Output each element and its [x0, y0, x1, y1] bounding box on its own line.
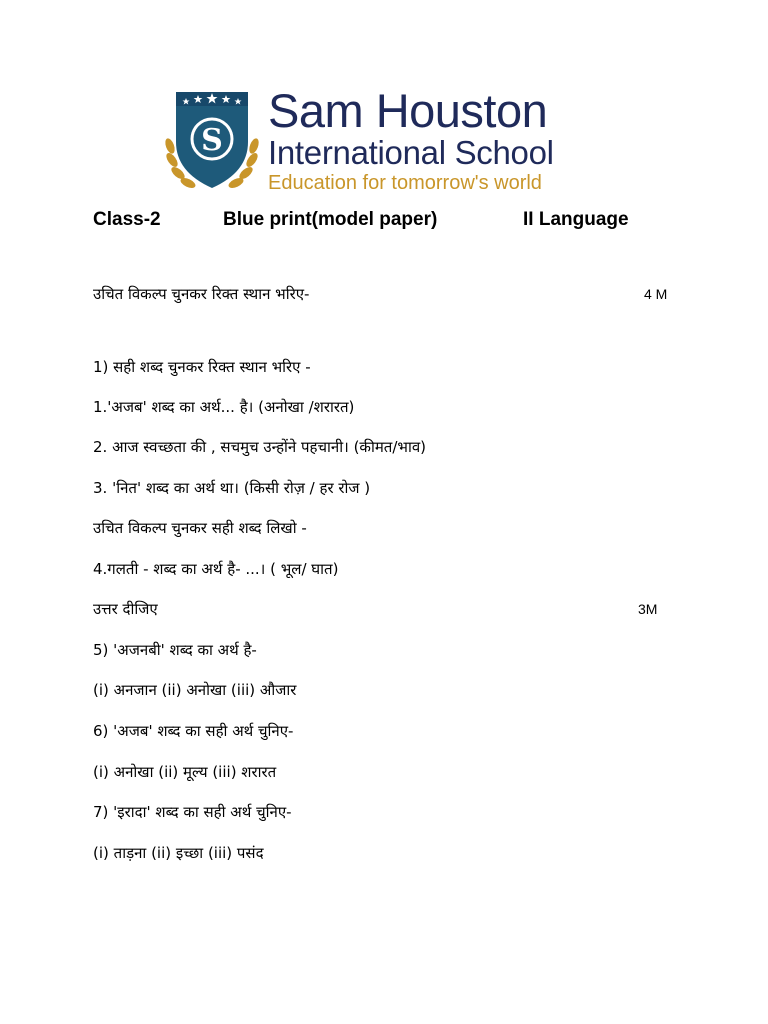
question-line: 7) 'इरादा' शब्द का सही अर्थ चुनिए-: [93, 803, 292, 821]
question-line: 5) 'अजनबी' शब्द का अर्थ है-: [93, 641, 257, 659]
school-crest-icon: [160, 84, 264, 196]
paper-title: Blue print(model paper): [223, 209, 438, 230]
class-label: Class-2: [93, 209, 161, 230]
options-line: (i) अनोखा (ii) मूल्य (iii) शरारत: [93, 763, 277, 781]
question-line: 4.गलती - शब्द का अर्थ है- ...। ( भूल/ घात): [93, 560, 339, 578]
question-line: 3. 'नित' शब्द का अर्थ था। (किसी रोज़ / हर रोज ): [93, 479, 371, 497]
options-line: (i) ताड़ना (ii) इच्छा (iii) पसंद: [93, 844, 264, 862]
section1-marks: 4 M: [644, 286, 668, 302]
section2-marks: 3M: [638, 601, 658, 617]
subject-label: II Language: [523, 209, 629, 230]
school-name-line1: Sam Houston: [268, 84, 548, 137]
school-logo: [160, 84, 610, 196]
section1-title: उचित विकल्प चुनकर रिक्त स्थान भरिए-: [93, 285, 310, 303]
question-line: 1.'अजब' शब्द का अर्थ... है। (अनोखा /शरारत): [93, 398, 355, 416]
options-line: (i) अनजान (ii) अनोखा (iii) औजार: [93, 681, 297, 699]
school-tagline: Education for tomorrow's world: [268, 172, 542, 194]
section2-title: उत्तर दीजिए: [93, 600, 158, 618]
question-line: 6) 'अजब' शब्द का सही अर्थ चुनिए-: [93, 722, 294, 740]
question-line: 1) सही शब्द चुनकर रिक्त स्थान भरिए -: [93, 358, 311, 376]
school-name-line2: International School: [268, 134, 554, 171]
question-line: उचित विकल्प चुनकर सही शब्द लिखो -: [93, 519, 307, 537]
question-line: 2. आज स्वच्छता की , सचमुच उन्होंने पहचानी। (कीमत/भाव): [93, 438, 427, 456]
svg-text:S: S: [201, 123, 223, 158]
